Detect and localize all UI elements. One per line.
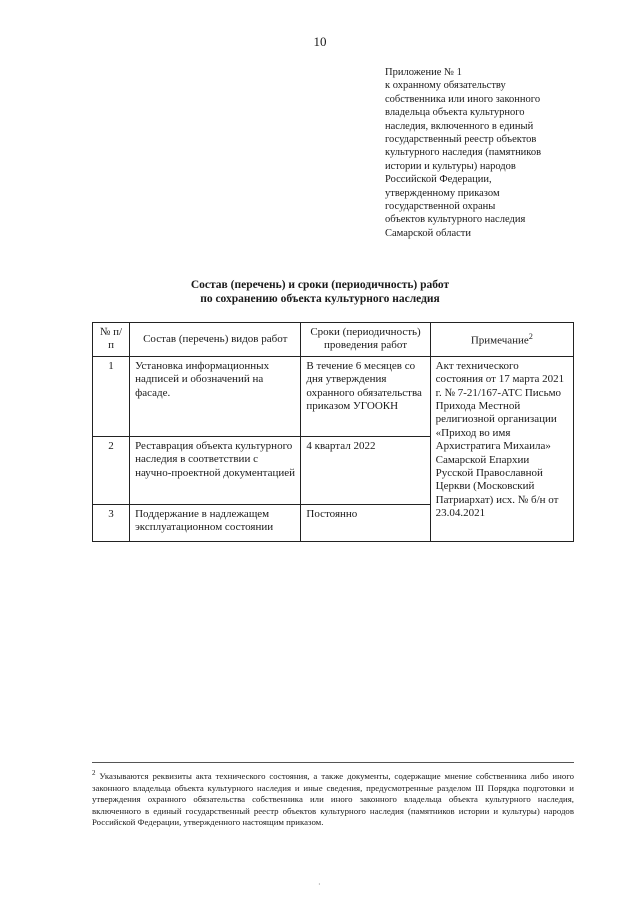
title-line: по сохранению объекта культурного наследия	[200, 293, 440, 305]
title-line: Состав (перечень) и сроки (периодичность) работ	[190, 279, 450, 291]
header-work: Состав (перечень) видов работ	[130, 323, 301, 357]
header-term: Сроки (периодичность) проведения работ	[301, 323, 430, 357]
page-mark: ·	[318, 880, 321, 889]
appendix-line: к охранному обязательству	[385, 80, 506, 92]
appendix-line: собственника или иного законного	[385, 93, 541, 105]
footnote-divider	[92, 762, 574, 763]
appendix-line: культурного наследия (памятников	[385, 147, 542, 159]
appendix-line: наследия, включенного в единый	[385, 120, 534, 132]
footnote-marker: 2	[92, 769, 96, 777]
appendix-line: Приложение № 1	[385, 67, 462, 78]
appendix-line: утвержденному приказом	[385, 187, 500, 199]
appendix-line: государственный реестр объектов	[385, 134, 537, 146]
cell-work: Установка информационных надписей и обозначений на фасаде.	[130, 356, 301, 436]
cell-num: 3	[93, 504, 130, 541]
header-num: № п/п	[93, 323, 130, 357]
appendix-line: государственной охраны	[385, 201, 496, 213]
cell-term: 4 квартал 2022	[301, 436, 430, 504]
works-table	[92, 322, 574, 542]
appendix-heading	[385, 66, 600, 240]
appendix-line: Самарской области	[385, 227, 471, 239]
cell-note: Акт технического состояния от 17 марта 2021 г. № 7-21/167-АТС Письмо Прихода Местной религиозной организации «Приход во имя Архистратига Михаила» Самарской Епархии Русской Православной Церкви (Московский Патриархат) исх. № б/н от 23.04.2021	[430, 356, 573, 541]
footnote-ref: 2	[528, 332, 533, 342]
cell-work: Поддержание в надлежащем эксплуатационном состоянии	[130, 504, 301, 541]
appendix-line: владельца объекта культурного	[385, 107, 525, 119]
page-number: 10	[313, 34, 327, 49]
footnote-text: Указываются реквизиты акта технического состояния, а также документы, содержащие мнение собственника либо иного законного владельца объекта культурного наследия и иные сведения, предусмотренные разделом III Порядка подготовки и утверждения охранного обязательства собственника или иного законного владельца объекта культурного наследия, включенного в единый государственный реестр объектов культурного наследия (памятников истории и культуры) народов Российской Федерации, утвержденного настоящим приказом.	[92, 770, 575, 828]
appendix-line: Российской Федерации,	[385, 174, 492, 186]
table-row	[93, 356, 574, 436]
header-note-label: Примечание	[470, 335, 529, 348]
footnote	[92, 768, 574, 829]
document-title	[60, 278, 580, 306]
table-header-row	[93, 323, 574, 357]
cell-num: 1	[93, 356, 130, 436]
cell-num: 2	[93, 436, 130, 504]
cell-work: Реставрация объекта культурного наследия в соответствии с научно-проектной документацией	[130, 436, 301, 504]
cell-term: Постоянно	[301, 504, 430, 541]
cell-term: В течение 6 месяцев со дня утверждения охранного обязательства приказом УГООКН	[301, 356, 430, 436]
header-note	[430, 323, 573, 357]
appendix-line: истории и культуры) народов	[385, 160, 516, 172]
appendix-line: объектов культурного наследия	[385, 214, 526, 226]
